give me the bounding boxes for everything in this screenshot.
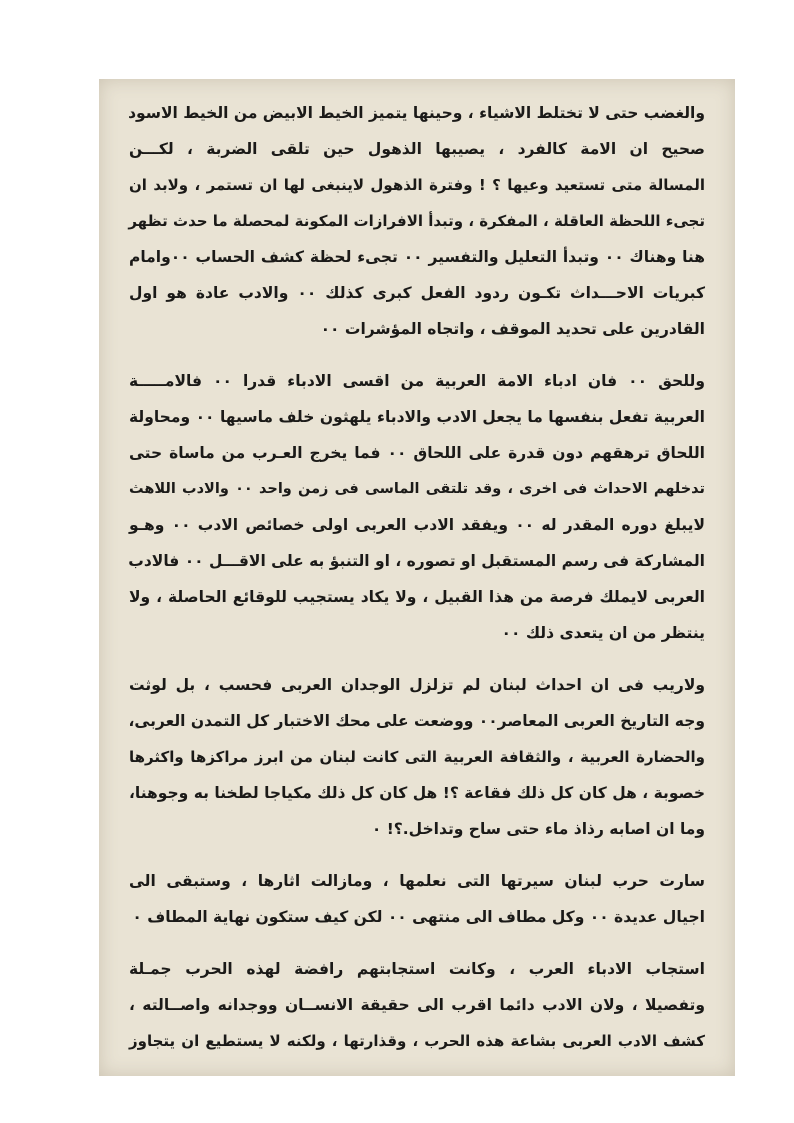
text-line: لايبلغ دوره المقدر له ٠٠ ويفقد الادب العربى اولى خصائص الادب ٠٠ وهـو [129, 516, 705, 534]
text-line: تدخلهم الاحداث فى اخرى ، وقد تلتقى الماسى فى زمن واحد ٠٠ والادب اللاهث [129, 481, 705, 497]
text-line: والغضب حتى لا تختلط الاشياء ، وحينها يتميز الخيط الابيض من الخيط الاسود [128, 104, 705, 122]
text-line: صحيح ان الامة كالفرد ، يصيبها الذهول حين تلقى الضربة ، لكـــن [129, 140, 705, 158]
page-text [129, 95, 705, 1059]
scanned-page [99, 79, 735, 1076]
text-line: كشف الادب العربى بشاعة هذه الحرب ، وقذارتها ، ولكنه لا يستطيع ان يتجاوز [129, 1032, 705, 1050]
text-line: وجه التاريخ العربى المعاصر٠٠ ووضعت على محك الاختبار كل التمدن العربى، [128, 712, 705, 730]
text-line: اجيال عديدة ٠٠ وكل مطاف الى منتهى ٠٠ لكن كيف ستكون نهاية المطاف ٠ [132, 908, 705, 926]
text-line: تجىء اللحظة العاقلة ، المفكرة ، وتبدأ الافرازات المكونة لمحصلة ما حدث تظهر [128, 212, 705, 230]
text-line: وما ان اصابه رذاذ ماء حتى ساح وتداخل.؟! ٠ [371, 820, 705, 838]
text-line: وللحق ٠٠ فان ادباء الامة العربية من اقسى الادباء قدرا ٠٠ فالامـــــة [129, 372, 705, 390]
text-line: اللحاق ترهقهم دون قدرة على اللحاق ٠٠ فما يخرج العـرب من ماساة حتى [129, 444, 705, 462]
text-line: خصوبة ، هل كان كل ذلك فقاعة ؟! هل كان كل ذلك مكياجا لطخنا به وجوهنا، [129, 784, 705, 802]
text-line: المشاركة فى رسم المستقبل او تصوره ، او التنبؤ به على الاقـــل ٠٠ فالادب [128, 552, 705, 570]
text-line: وتفصيلا ، ولان الادب دائما اقرب الى حقيقة الانســان ووجدانه واصــالته ، [129, 996, 705, 1014]
paragraph-2 [129, 363, 705, 651]
text-line: هنا وهناك ٠٠ وتبدأ التعليل والتفسير ٠٠ تجىء لحظة كشف الحساب ٠٠وامام [129, 248, 705, 266]
text-line: كبريات الاحـــداث تكـون ردود الفعل كبرى كذلك ٠٠ والادب عادة هو اول [129, 284, 705, 302]
text-line: القادرين على تحديد الموقف ، واتجاه المؤشرات ٠٠ [320, 320, 705, 338]
paragraph-5 [129, 951, 705, 1059]
paragraph-4 [129, 863, 705, 935]
text-line: استجاب الادباء العرب ، وكانت استجابتهم رافضة لهذه الحرب جمـلة [129, 960, 705, 978]
text-line: المسالة متى تستعيد وعيها ؟ ! وفترة الذهول لاينبغى لها ان تستمر ، ولابد ان [129, 176, 705, 194]
paragraph-3 [129, 667, 705, 847]
text-line: ولاريب فى ان احداث لبنان لم تزلزل الوجدان العربى فحسب ، بل لوثت [129, 676, 705, 694]
text-line: سارت حرب لبنان سيرتها التى نعلمها ، ومازالت اثارها ، وستبقى الى [129, 872, 705, 890]
text-line: والحضارة العربية ، والثقافة العربية التى كانت لبنان من ابرز مراكزها واكثرها [129, 748, 705, 766]
paragraph-1 [129, 95, 705, 347]
text-line: العربى لايملك فرصة من هذا القبيل ، ولا يكاد يستجيب للوقائع الحاصلة ، ولا [129, 588, 705, 606]
text-line: ينتظر من ان يتعدى ذلك ٠٠ [501, 624, 705, 642]
text-line: العربية تفعل بنفسها ما يجعل الادب والادباء يلهثون خلف ماسيها ٠٠ ومحاولة [129, 408, 705, 426]
